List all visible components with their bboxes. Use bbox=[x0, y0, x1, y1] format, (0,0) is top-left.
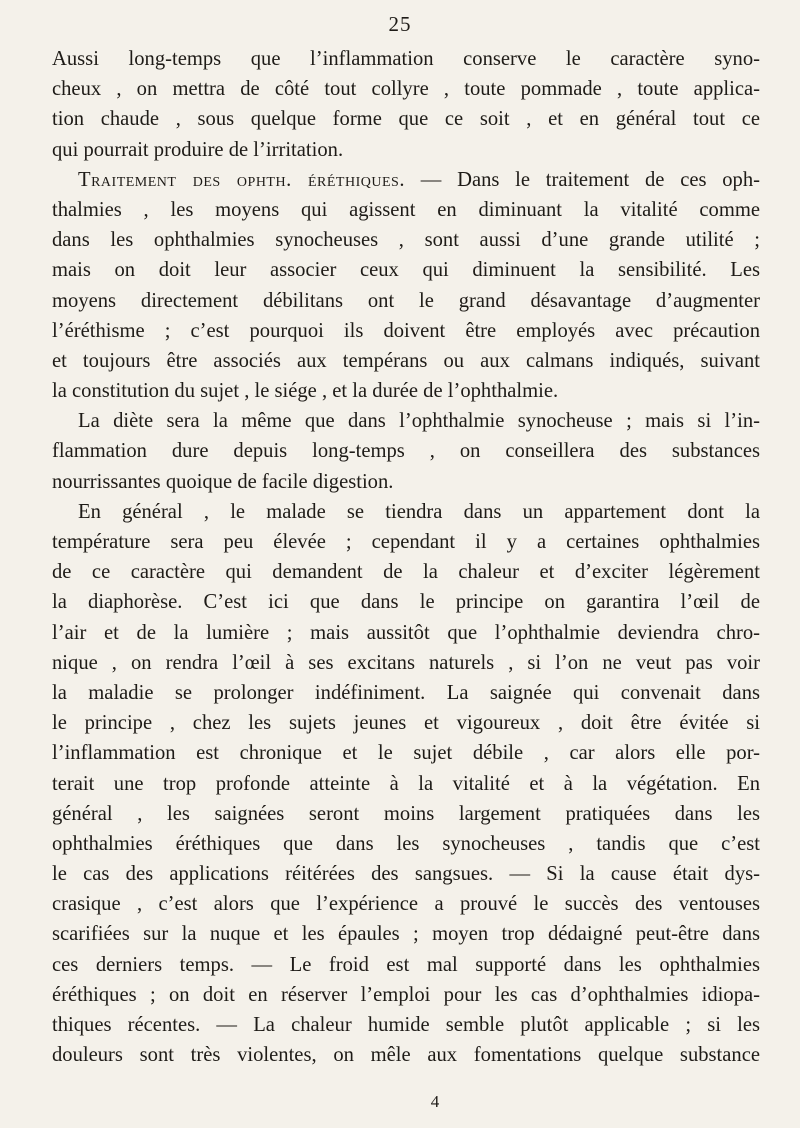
text-line: thiques récentes. — La chaleur humide semble plutôt applicable ; si les bbox=[52, 1014, 760, 1036]
text-line: mais on doit leur associer ceux qui diminuent la sensibilité. Les bbox=[52, 259, 760, 282]
text-line: terait une trop profonde atteinte à la vitalité et à la végétation. En bbox=[52, 772, 760, 795]
text-line: flammation dure depuis long-temps , on conseillera des substances bbox=[52, 440, 760, 463]
text-line: En général , le malade se tiendra dans un appartement dont la bbox=[78, 500, 760, 523]
text-line: qui pourrait produire de l’irritation. bbox=[52, 138, 344, 161]
text-line: moyens directement débilitans ont le grand désavantage d’augmenter bbox=[52, 289, 760, 312]
body-text bbox=[52, 44, 760, 1070]
text-line: l’éréthisme ; c’est pourquoi ils doivent être employés avec précaution bbox=[52, 319, 760, 342]
text-line: et toujours être associés aux tempérans ou aux calmans indiqués, suivant bbox=[52, 349, 760, 372]
text-line: l’inflammation est chronique et le sujet débile , car alors elle por- bbox=[52, 742, 760, 765]
section-heading: Traitement des ophth. éréthiques. bbox=[78, 168, 405, 191]
text-line: température sera peu élevée ; cependant il y a certaines ophthalmies bbox=[52, 531, 760, 553]
text-line: tion chaude , sous quelque forme que ce soit , et en général tout ce bbox=[52, 108, 760, 131]
text-line: scarifiées sur la nuque et les épaules ; moyen trop dédaigné peut-être dans bbox=[52, 923, 760, 946]
text-line: ces derniers temps. — Le froid est mal supporté dans les ophthalmies bbox=[52, 953, 760, 976]
page-number: 25 bbox=[388, 12, 412, 36]
text-line-rest: — Dans le traitement de ces oph- bbox=[404, 168, 761, 191]
text-line-with-heading bbox=[52, 165, 760, 195]
text-line: éréthiques ; on doit en réserver l’emploi pour les cas d’ophthalmies idiopa- bbox=[52, 983, 760, 1006]
text-line: général , les saignées seront moins largement pratiquées dans les bbox=[52, 802, 760, 825]
text-line: Aussi long-temps que l’inflammation conserve le caractère syno- bbox=[52, 48, 760, 70]
signature-mark: 4 bbox=[430, 1092, 440, 1111]
text-line: nique , on rendra l’œil à ses excitans naturels , si l’on ne veut pas voir bbox=[52, 651, 760, 674]
text-line: La diète sera la même que dans l’ophthalmie synocheuse ; mais si l’in- bbox=[78, 410, 760, 433]
text-line: le principe , chez les sujets jeunes et vigoureux , doit être évitée si bbox=[52, 712, 760, 735]
text-line: nourrissantes quoique de facile digestion. bbox=[52, 470, 394, 493]
text-line: la constitution du sujet , le siége , et la durée de l’ophthalmie. bbox=[52, 380, 559, 403]
text-line: douleurs sont très violentes, on mêle aux fomentations quelque substance bbox=[52, 1044, 760, 1067]
text-line: ophthalmies éréthiques que dans les synocheuses , tandis que c’est bbox=[52, 832, 760, 855]
text-line: crasique , c’est alors que l’expérience a prouvé le succès des ventouses bbox=[52, 893, 760, 916]
text-line: de ce caractère qui demandent de la chaleur et d’exciter légèrement bbox=[52, 561, 760, 584]
text-line: l’air et de la lumière ; mais aussitôt que l’ophthalmie deviendra chro- bbox=[52, 621, 760, 644]
text-line: dans les ophthalmies synocheuses , sont aussi d’une grande utilité ; bbox=[52, 229, 760, 252]
text-line: la diaphorèse. C’est ici que dans le principe on garantira l’œil de bbox=[52, 591, 760, 614]
text-line: cheux , on mettra de côté tout collyre , toute pommade , toute applica- bbox=[52, 78, 760, 101]
text-line: la maladie se prolonger indéfiniment. La saignée qui convenait dans bbox=[52, 681, 760, 704]
text-line: thalmies , les moyens qui agissent en diminuant la vitalité comme bbox=[52, 198, 760, 221]
text-line: le cas des applications réitérées des sangsues. — Si la cause était dys- bbox=[52, 863, 760, 886]
